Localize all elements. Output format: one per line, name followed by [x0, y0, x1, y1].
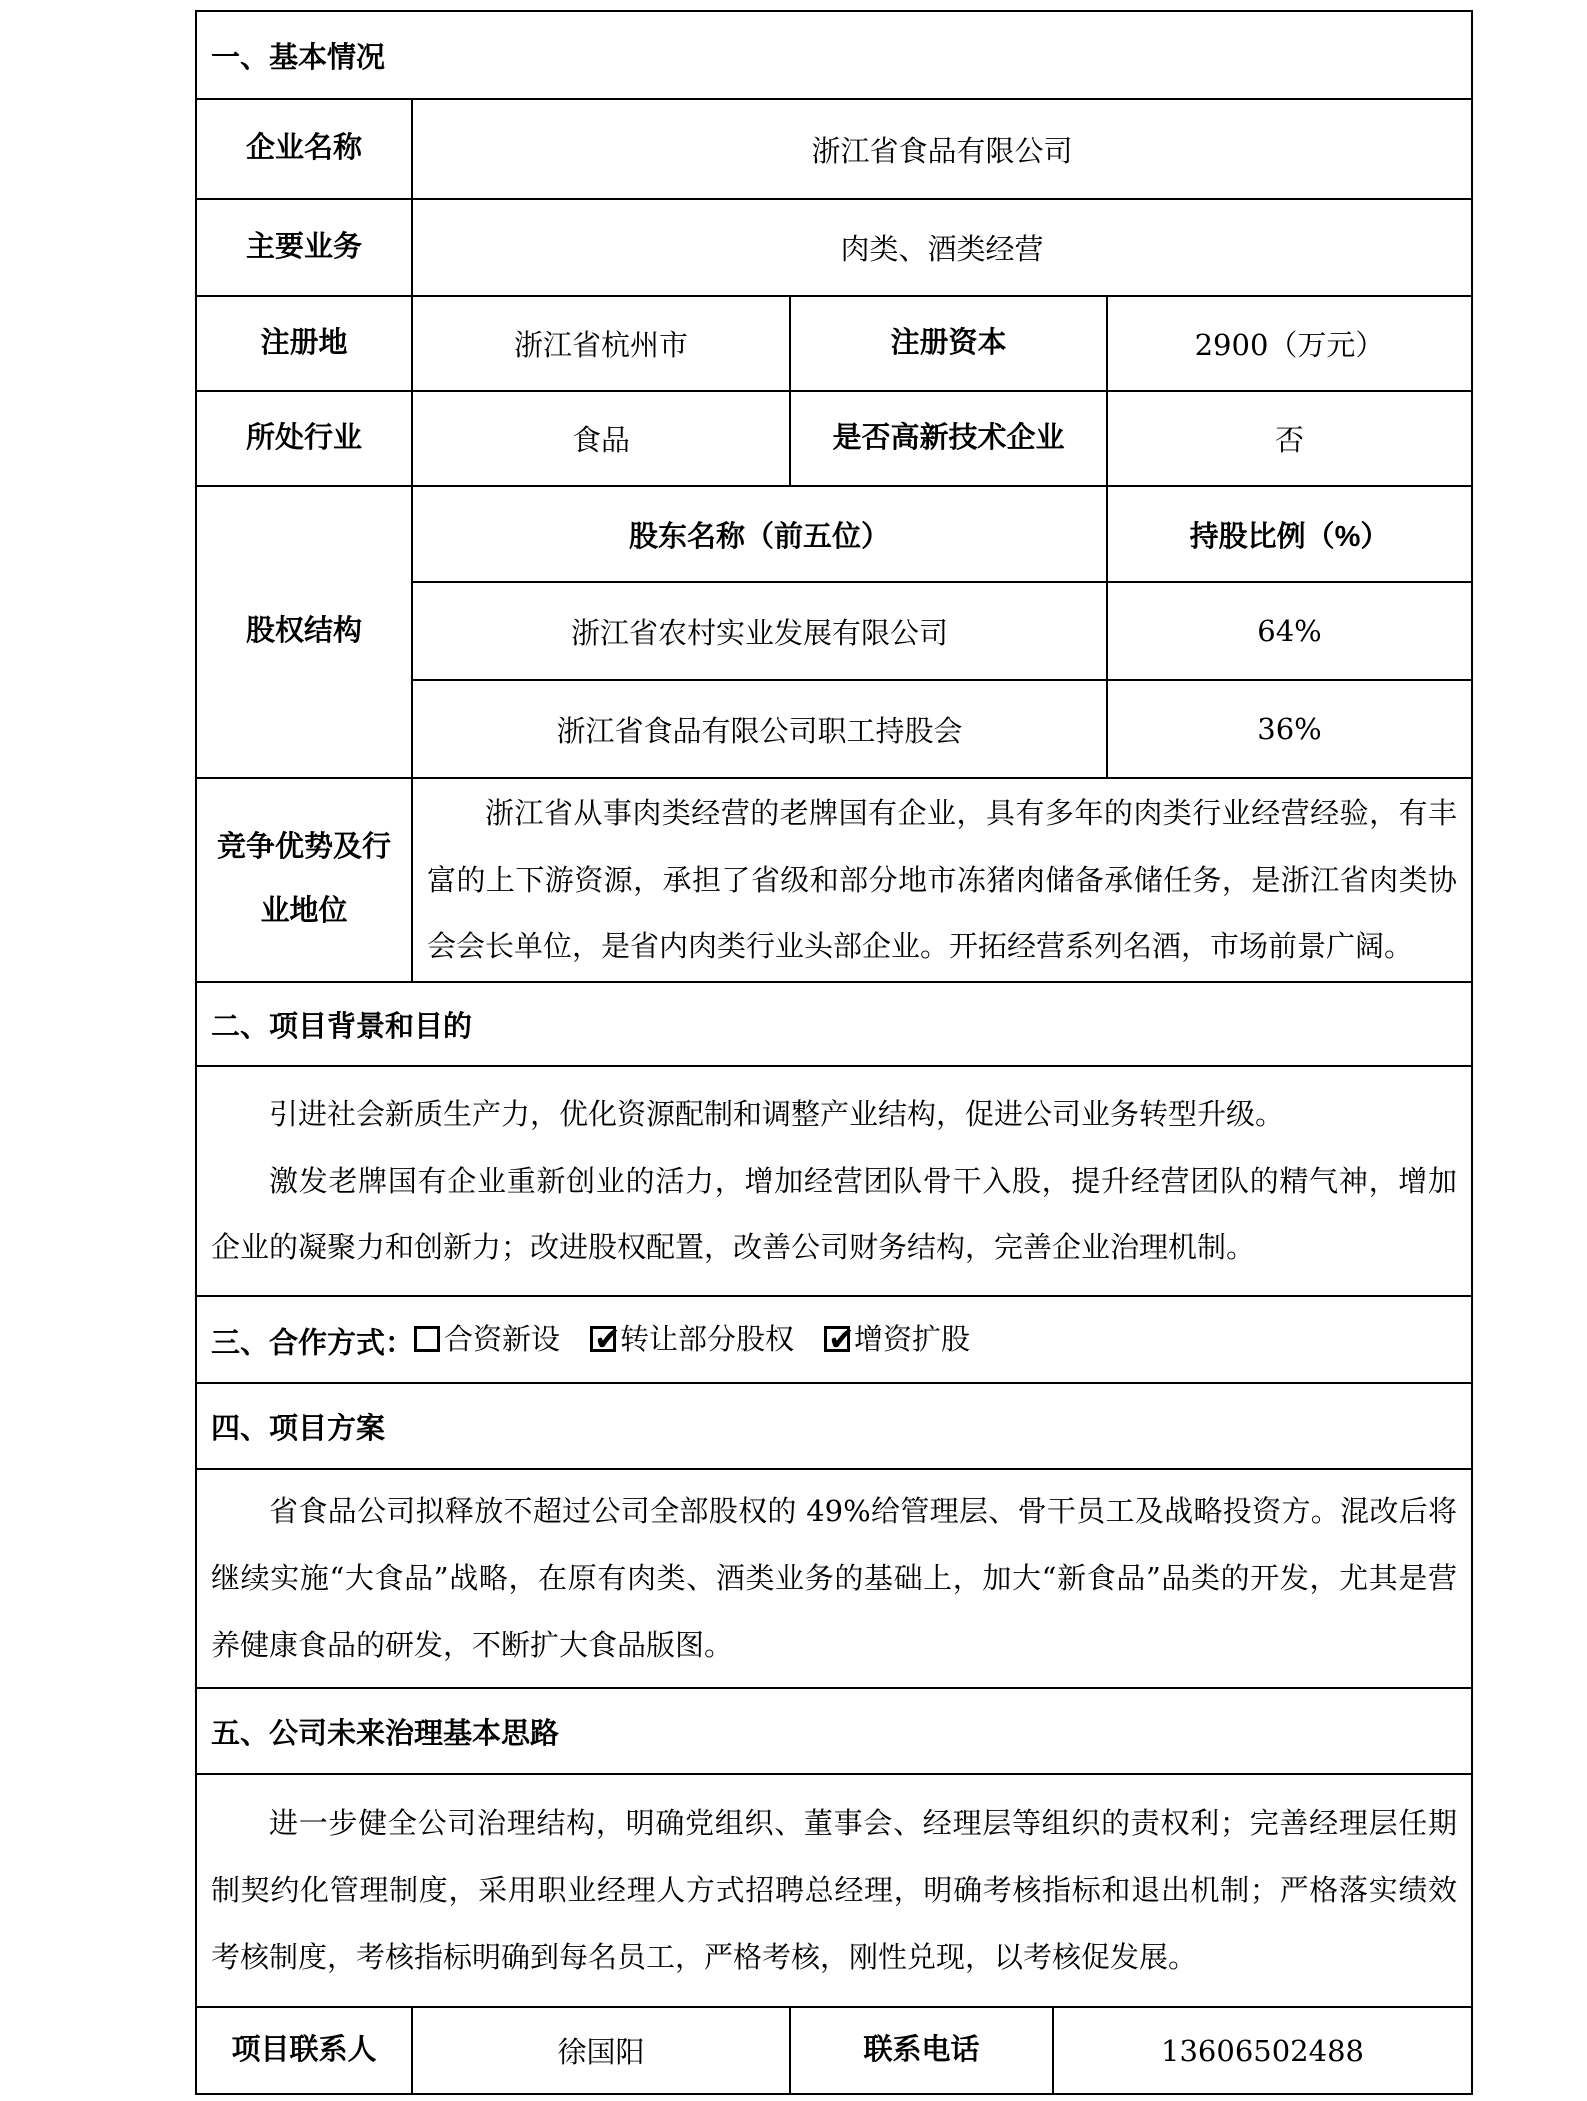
section-3-title: 三、合作方式： [211, 1327, 415, 1360]
main-business-value: 肉类、酒类经营 [412, 199, 1472, 296]
company-name-label: 企业名称 [196, 99, 412, 199]
shareholder-name-header: 股东名称（前五位） [412, 486, 1107, 582]
table-row [196, 11, 1472, 99]
table-row [196, 1688, 1472, 1774]
plan-text [196, 1469, 1472, 1688]
table-row [196, 982, 1472, 1066]
shareholder-name: 浙江省食品有限公司职工持股会 [412, 680, 1107, 778]
governance-text [196, 1774, 1472, 2007]
registered-place-value: 浙江省杭州市 [412, 296, 790, 391]
shareholder-name: 浙江省农村实业发展有限公司 [412, 582, 1107, 680]
main-business-label: 主要业务 [196, 199, 412, 296]
table-row [196, 486, 1472, 582]
table-row [196, 2007, 1472, 2094]
equity-structure-label: 股权结构 [196, 486, 412, 778]
table-row [196, 99, 1472, 199]
industry-label: 所处行业 [196, 391, 412, 486]
shareholding-ratio-header: 持股比例（%） [1107, 486, 1472, 582]
high-tech-label: 是否高新技术企业 [790, 391, 1107, 486]
high-tech-value: 否 [1107, 391, 1472, 486]
section-1-title: 一、基本情况 [196, 11, 1472, 99]
advantage-label: 竞争优势及行业地位 [196, 778, 412, 982]
table-row [196, 199, 1472, 296]
contact-phone-value: 13606502488 [1053, 2007, 1472, 2094]
table-row [196, 1774, 1472, 2007]
section-2-title: 二、项目背景和目的 [196, 982, 1472, 1066]
table-row [196, 1296, 1472, 1383]
table-row [196, 391, 1472, 486]
company-name-value: 浙江省食品有限公司 [412, 99, 1472, 199]
cooperation-option-label: 增资扩股 [854, 1322, 971, 1357]
project-info-table [195, 10, 1473, 2095]
plan-paragraph: 省食品公司拟释放不超过公司全部股权的 49%给管理层、骨干员工及战略投资方。混改后将继续实施“大食品”战略，在原有肉类、酒类业务的基础上，加大“新食品”品类的开发，尤其是营养健康食品的研发，不断扩大食品版图。 [211, 1494, 1458, 1662]
checkbox-icon[interactable] [590, 1326, 616, 1352]
checkbox-icon[interactable] [414, 1326, 440, 1352]
checkbox-icon[interactable] [824, 1326, 850, 1352]
background-paragraph-2: 激发老牌国有企业重新创业的活力，增加经营团队骨干入股，提升经营团队的精气神，增加企业的凝聚力和创新力；改进股权配置，改善公司财务结构，完善企业治理机制。 [211, 1163, 1458, 1265]
section-4-title: 四、项目方案 [196, 1383, 1472, 1469]
registered-capital-value: 2900（万元） [1107, 296, 1472, 391]
registered-capital-label: 注册资本 [790, 296, 1107, 391]
cooperation-option-label: 合资新设 [444, 1322, 561, 1357]
table-row [196, 1469, 1472, 1688]
cooperation-option-label: 转让部分股权 [620, 1322, 795, 1357]
cooperation-option [590, 1322, 794, 1356]
contact-person-label: 项目联系人 [196, 2007, 412, 2094]
table-row [196, 1383, 1472, 1469]
contact-phone-label: 联系电话 [790, 2007, 1053, 2094]
cooperation-option [824, 1322, 970, 1356]
table-row [196, 1066, 1472, 1296]
registered-place-label: 注册地 [196, 296, 412, 391]
shareholder-ratio: 36% [1107, 680, 1472, 778]
industry-value: 食品 [412, 391, 790, 486]
contact-person-value: 徐国阳 [412, 2007, 790, 2094]
governance-paragraph: 进一步健全公司治理结构，明确党组织、董事会、经理层等组织的责权利；完善经理层任期制契约化管理制度，采用职业经理人方式招聘总经理，明确考核指标和退出机制；严格落实绩效考核制度，考核指标明确到每名员工，严格考核，刚性兑现，以考核促发展。 [211, 1806, 1458, 1974]
table-row [196, 778, 1472, 982]
advantage-text [412, 778, 1472, 982]
background-text [196, 1066, 1472, 1296]
background-paragraph-1: 引进社会新质生产力，优化资源配制和调整产业结构，促进公司业务转型升级。 [269, 1096, 1285, 1131]
cooperation-row [196, 1296, 1472, 1383]
cooperation-option [414, 1322, 560, 1356]
section-5-title: 五、公司未来治理基本思路 [196, 1688, 1472, 1774]
table-row [196, 296, 1472, 391]
shareholder-ratio: 64% [1107, 582, 1472, 680]
advantage-paragraph: 浙江省从事肉类经营的老牌国有企业，具有多年的肉类行业经营经验，有丰富的上下游资源，承担了省级和部分地市冻猪肉储备承储任务，是浙江省肉类协会会长单位，是省内肉类行业头部企业。开拓经营系列名酒，市场前景广阔。 [427, 795, 1458, 964]
